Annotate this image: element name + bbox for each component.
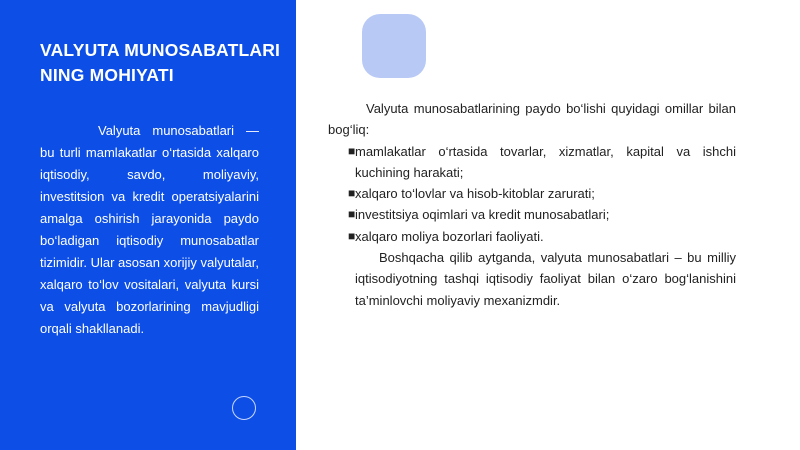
factors-list: [328, 141, 736, 247]
list-item-text: xalqaro to‘lovlar va hisob-kitoblar zarurati;: [355, 186, 595, 202]
conclusion-paragraph: Boshqacha qilib aytganda, valyuta munosabatlari – bu milliy iqtisodiyotning tashqi iqtisodiy faoliyat bilan o‘zaro bog‘lanishini ta’minlovchi moliyaviy mexanizmdir.: [355, 250, 736, 308]
left-panel: [0, 0, 296, 450]
intro-paragraph: Valyuta munosabatlarining paydo bo‘lishi quyidagi omillar bilan bog‘liq:: [328, 101, 736, 138]
bullet-square-icon: ■: [348, 207, 356, 222]
bullet-square-icon: ■: [348, 186, 356, 201]
list-item: [328, 226, 736, 247]
list-item-text: xalqaro moliya bozorlari faoliyati.: [355, 228, 544, 244]
list-item: [328, 204, 736, 225]
decorative-rounded-square: [362, 14, 426, 78]
decorative-circle: [232, 396, 256, 420]
list-item-text: mamlakatlar o‘rtasida tovarlar, xizmatlar, kapital va ishchi kuchining harakati;: [355, 143, 736, 180]
slide-title: VALYUTA MUNOSABATLARINING MOHIYATI: [40, 40, 281, 85]
bullet-square-icon: ■: [348, 228, 356, 243]
list-item: [328, 183, 736, 204]
bullet-square-icon: ■: [348, 143, 356, 158]
list-item-text: investitsiya oqimlari va kredit munosabatlari;: [355, 207, 610, 223]
right-content: [328, 98, 736, 311]
list-item: [328, 141, 736, 184]
definition-paragraph: Valyuta munosabatlari — bu turli mamlakatlar o‘rtasida xalqaro iqtisodiy, savdo, moliyaviy, investitsion va kredit operatsiyalarini amalga oshirish jarayonida paydo bo‘ladigan iqtisodiy munosabatlar tizimidir. Ular asosan xorijiy valyutalar, xalqaro to‘lov vositalari, valyuta kursi va valyuta bozorlarining mavjudligi orqali shakllanadi.: [40, 123, 259, 336]
